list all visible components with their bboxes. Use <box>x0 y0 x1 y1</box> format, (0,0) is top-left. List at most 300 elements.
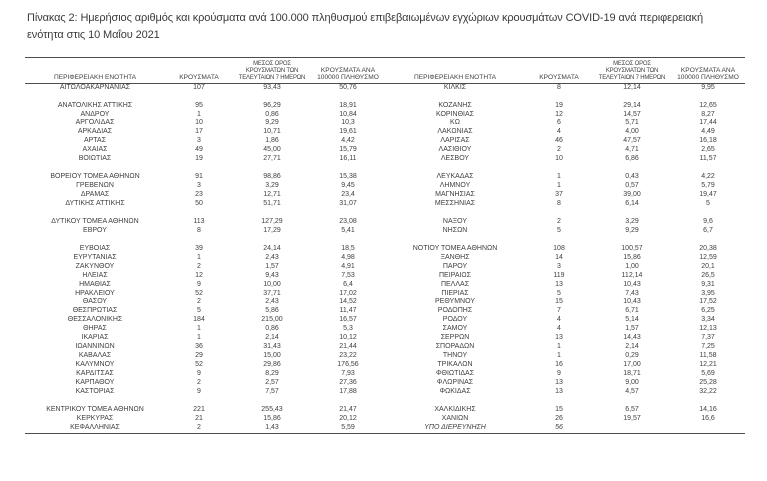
cases-value: 91 <box>195 173 203 181</box>
cases-value: 2 <box>197 298 201 306</box>
avg-7day-value: 0,86 <box>265 110 279 118</box>
region-name: ΡΟΔΟΠΗΣ <box>437 307 473 315</box>
avg-7day-value: 18,71 <box>623 370 641 378</box>
per-100k-value: 14,16 <box>699 405 717 413</box>
per-100k-value: 15,79 <box>339 146 357 154</box>
spacer-row <box>25 236 745 245</box>
per-100k-value: 4,91 <box>341 262 355 270</box>
table-row <box>25 388 745 397</box>
avg-7day-value: 4,00 <box>625 128 639 136</box>
header-avg7day-left: ΜΕΣΟΣ ΟΡΟΣ ΚΡΟΥΣΜΑΤΩΝ ΤΩΝ ΤΕΛΕΥΤΑΙΩΝ 7 ΗΜΕΡΩΝ <box>238 61 306 81</box>
region-name: ΚΟΡΙΝΘΙΑΣ <box>436 110 474 118</box>
per-100k-value <box>311 93 385 102</box>
region-name: ΝΑΞΟΥ <box>442 217 468 225</box>
header-region-right: ΠΕΡΙΦΕΡΕΙΑΚΗ ΕΝΟΤΗΤΑ <box>413 74 497 82</box>
avg-7day-value: 1,00 <box>625 262 639 270</box>
avg-7day-value <box>593 209 671 218</box>
table-row <box>25 191 745 200</box>
avg-7day-value: 9,29 <box>625 226 639 234</box>
region-name: ΞΑΝΘΗΣ <box>440 253 470 261</box>
avg-7day-value: 10,71 <box>263 128 281 136</box>
cases-value: 4 <box>557 316 561 324</box>
cases-value: 8 <box>197 226 201 234</box>
per-100k-value: 9,45 <box>341 182 355 190</box>
avg-7day-value: 1,43 <box>265 423 279 431</box>
per-100k-value: 23,22 <box>339 352 357 360</box>
table-row <box>25 343 745 352</box>
cases-value: 3 <box>197 137 201 145</box>
avg-7day-value: 15,00 <box>263 352 281 360</box>
per-100k-value: 6,4 <box>343 280 353 288</box>
region-name: ΚΑΡΔΙΤΣΑΣ <box>76 370 114 378</box>
avg-7day-value: 19,57 <box>623 414 641 422</box>
table-row <box>25 281 745 290</box>
avg-7day-value: 255,43 <box>261 405 283 413</box>
cases-value: 2 <box>197 379 201 387</box>
table-row <box>25 245 745 254</box>
avg-7day-value: 96,29 <box>263 101 281 109</box>
per-100k-value: 16,57 <box>339 316 357 324</box>
avg-7day-value: 29,14 <box>623 101 641 109</box>
avg-7day-value: 7,43 <box>625 289 639 297</box>
table-header-row <box>25 58 745 84</box>
per-100k-value: 20,38 <box>699 244 717 252</box>
per-100k-value: 23,08 <box>339 217 357 225</box>
avg-7day-value <box>233 93 311 102</box>
cases-value: 52 <box>195 289 203 297</box>
per-100k-value: 10,84 <box>339 110 357 118</box>
region-name: ΝΗΣΩΝ <box>442 226 468 234</box>
table-caption <box>27 10 751 44</box>
avg-7day-value: 6,14 <box>625 200 639 208</box>
table-row <box>25 111 745 120</box>
region-name: ΤΗΝΟΥ <box>442 352 468 360</box>
per-100k-value: 9,95 <box>701 83 715 91</box>
region-name: ΧΑΝΙΩΝ <box>441 414 469 422</box>
region-name: ΧΑΛΚΙΔΙΚΗΣ <box>434 405 476 413</box>
per-100k-value: 7,25 <box>701 343 715 351</box>
avg-7day-value <box>593 397 671 406</box>
region-name: ΠΕΙΡΑΙΩΣ <box>439 271 471 279</box>
table-row <box>25 406 745 415</box>
region-name: ΗΛΕΙΑΣ <box>82 271 108 279</box>
table-caption-line-2: ενότητα στις 10 Μαΐου 2021 <box>27 29 160 41</box>
per-100k-value <box>671 164 745 173</box>
avg-7day-value <box>233 397 311 406</box>
per-100k-value: 11,58 <box>699 352 717 360</box>
region-name: ΡΕΘΥΜΝΟΥ <box>434 298 475 306</box>
avg-7day-value: 1,86 <box>265 137 279 145</box>
per-100k-value: 21,47 <box>339 405 357 413</box>
per-100k-value: 2,65 <box>701 146 715 154</box>
region-name: ΖΑΚΥΝΘΟΥ <box>75 262 115 270</box>
region-name: ΝΟΤΙΟΥ ΤΟΜΕΑ ΑΘΗΝΩΝ <box>412 244 498 252</box>
region-name: ΗΜΑΘΙΑΣ <box>79 280 111 288</box>
avg-7day-value <box>593 424 671 433</box>
per-100k-value: 17,02 <box>339 289 357 297</box>
spacer-row <box>25 397 745 406</box>
region-name <box>25 209 165 218</box>
cases-value <box>165 164 233 173</box>
per-100k-value: 7,37 <box>701 334 715 342</box>
header-avg7day-right: ΜΕΣΟΣ ΟΡΟΣ ΚΡΟΥΣΜΑΤΩΝ ΤΩΝ ΤΕΛΕΥΤΑΙΩΝ 7 ΗΜΕΡΩΝ <box>598 61 666 81</box>
region-name: ΠΙΕΡΙΑΣ <box>441 289 469 297</box>
table-row <box>25 227 745 236</box>
avg-7day-value: 27,71 <box>263 155 281 163</box>
region-name <box>385 236 525 245</box>
per-100k-value: 10,3 <box>341 119 355 127</box>
table-header <box>25 58 745 84</box>
table-row <box>25 424 745 433</box>
region-name: ΙΚΑΡΙΑΣ <box>81 334 109 342</box>
region-name: ΣΕΡΡΩΝ <box>440 334 470 342</box>
region-name: ΕΒΡΟΥ <box>83 226 107 234</box>
avg-7day-value: 24,14 <box>263 244 281 252</box>
region-name: ΑΧΑΪΑΣ <box>82 146 108 154</box>
avg-7day-value: 10,43 <box>623 280 641 288</box>
avg-7day-value: 5,86 <box>265 307 279 315</box>
cases-value: 221 <box>193 405 205 413</box>
header-cases-right: ΚΡΟΥΣΜΑΤΑ <box>539 74 579 82</box>
cases-value: 184 <box>193 316 205 324</box>
region-name: ΛΑΡΙΣΑΣ <box>440 137 470 145</box>
per-100k-value: 5,59 <box>341 423 355 431</box>
cases-value: 52 <box>195 361 203 369</box>
per-100k-value <box>671 397 745 406</box>
per-100k-value: 6,25 <box>701 307 715 315</box>
region-name <box>385 164 525 173</box>
avg-7day-value: 6,86 <box>625 155 639 163</box>
per-100k-value: 5,69 <box>701 370 715 378</box>
region-name: ΜΕΣΣΗΝΙΑΣ <box>434 200 476 208</box>
region-name: ΔΥΤΙΚΟΥ ΤΟΜΕΑ ΑΘΗΝΩΝ <box>51 217 139 225</box>
table-row <box>25 334 745 343</box>
cases-value: 9 <box>557 370 561 378</box>
cases-value: 6 <box>557 119 561 127</box>
per-100k-value: 4,49 <box>701 128 715 136</box>
cases-value: 9 <box>197 388 201 396</box>
per-100k-value: 3,95 <box>701 289 715 297</box>
region-name: ΔΡΑΜΑΣ <box>80 191 110 199</box>
per-100k-value: 12,59 <box>699 253 717 261</box>
region-name <box>25 93 165 102</box>
cases-value: 3 <box>197 182 201 190</box>
region-name: ΗΡΑΚΛΕΙΟΥ <box>75 289 115 297</box>
region-name: ΡΟΔΟΥ <box>442 316 468 324</box>
region-name: ΔΥΤΙΚΗΣ ΑΤΤΙΚΗΣ <box>65 200 125 208</box>
region-name <box>385 397 525 406</box>
per-100k-value: 16,11 <box>339 155 357 163</box>
avg-7day-value: 12,14 <box>623 83 641 91</box>
per-100k-value <box>311 236 385 245</box>
cases-value: 16 <box>555 361 563 369</box>
per-100k-value: 5 <box>706 200 710 208</box>
avg-7day-value: 2,57 <box>265 379 279 387</box>
cases-value <box>165 93 233 102</box>
per-100k-value: 25,28 <box>699 379 717 387</box>
avg-7day-value: 2,43 <box>265 253 279 261</box>
cases-value <box>165 397 233 406</box>
per-100k-value: 12,13 <box>699 325 717 333</box>
region-name: ΛΗΜΝΟΥ <box>439 182 471 190</box>
header-per100k-left: ΚΡΟΥΣΜΑΤΑ ΑΝΑ 100000 ΠΛΗΘΥΣΜΟ <box>317 66 379 82</box>
cases-value: 113 <box>193 217 205 225</box>
avg-7day-value: 51,71 <box>263 200 281 208</box>
avg-7day-value: 10,00 <box>263 280 281 288</box>
region-name: ΘΕΣΣΑΛΟΝΙΚΗΣ <box>67 316 123 324</box>
per-100k-value: 6,7 <box>703 226 713 234</box>
cases-value: 107 <box>193 83 205 91</box>
region-name <box>385 209 525 218</box>
avg-7day-value: 0,43 <box>625 173 639 181</box>
table-row <box>25 254 745 263</box>
avg-7day-value: 3,29 <box>625 217 639 225</box>
cases-value <box>525 93 593 102</box>
table-row <box>25 218 745 227</box>
region-name <box>25 236 165 245</box>
per-100k-value: 176,56 <box>337 361 359 369</box>
region-name: ΠΕΛΛΑΣ <box>440 280 470 288</box>
avg-7day-value: 98,86 <box>263 173 281 181</box>
avg-7day-value: 6,71 <box>625 307 639 315</box>
cases-value: 1 <box>557 352 561 360</box>
region-name: ΣΠΟΡΑΔΩΝ <box>435 343 475 351</box>
per-100k-value: 16,6 <box>701 414 715 422</box>
table-row <box>25 352 745 361</box>
per-100k-value: 4,22 <box>701 173 715 181</box>
avg-7day-value: 45,00 <box>263 146 281 154</box>
covid-regional-table <box>25 57 745 434</box>
cases-value: 5 <box>197 307 201 315</box>
per-100k-value <box>671 424 745 433</box>
avg-7day-value: 100,57 <box>621 244 643 252</box>
table-row <box>25 361 745 370</box>
region-name: ΚΙΛΚΙΣ <box>443 83 467 91</box>
avg-7day-value: 0,57 <box>625 182 639 190</box>
avg-7day-value: 17,00 <box>623 361 641 369</box>
region-name: ΣΑΜΟΥ <box>442 325 468 333</box>
per-100k-value: 5,41 <box>341 226 355 234</box>
avg-7day-value <box>593 164 671 173</box>
avg-7day-value: 37,71 <box>263 289 281 297</box>
avg-7day-value: 4,71 <box>625 146 639 154</box>
cases-value: 12 <box>195 271 203 279</box>
cases-value: 37 <box>555 191 563 199</box>
avg-7day-value: 39,00 <box>623 191 641 199</box>
per-100k-value: 27,36 <box>339 379 357 387</box>
per-100k-value: 9,31 <box>701 280 715 288</box>
region-name: ΤΡΙΚΑΛΩΝ <box>437 361 473 369</box>
avg-7day-value: 9,43 <box>265 271 279 279</box>
region-name: ΕΥΒΟΙΑΣ <box>79 244 111 252</box>
region-name: ΦΩΚΙΔΑΣ <box>439 388 471 396</box>
header-region-left: ΠΕΡΙΦΕΡΕΙΑΚΗ ΕΝΟΤΗΤΑ <box>53 74 137 82</box>
table-caption-line-1: Πίνακας 2: Ημερήσιος αριθμός και κρούσματα ανά 100.000 πληθυσμού επιβεβαιωμένων εγχώριων κρουσμάτων COVID-19 ανά περιφερειακή <box>27 12 703 24</box>
cases-value: 1 <box>557 182 561 190</box>
cases-value: 12 <box>555 110 563 118</box>
cases-value: 13 <box>555 280 563 288</box>
cases-value: 19 <box>195 155 203 163</box>
avg-7day-value: 215,00 <box>261 316 283 324</box>
region-name: ΦΛΩΡΙΝΑΣ <box>436 379 474 387</box>
table-body <box>25 83 745 433</box>
per-100k-value: 15,38 <box>339 173 357 181</box>
per-100k-value <box>671 209 745 218</box>
per-100k-value <box>311 164 385 173</box>
cases-value: 4 <box>557 325 561 333</box>
avg-7day-value: 0,29 <box>625 352 639 360</box>
avg-7day-value: 93,43 <box>263 83 281 91</box>
table-row <box>25 290 745 299</box>
per-100k-value: 10,12 <box>339 334 357 342</box>
region-name: ΦΘΙΩΤΙΔΑΣ <box>435 370 475 378</box>
cases-value: 95 <box>195 101 203 109</box>
region-name: ΙΩΑΝΝΙΝΩΝ <box>75 343 115 351</box>
cases-value: 49 <box>195 146 203 154</box>
cases-value: 5 <box>557 226 561 234</box>
table-row <box>25 119 745 128</box>
avg-7day-value: 15,86 <box>623 253 641 261</box>
avg-7day-value: 9,29 <box>265 119 279 127</box>
avg-7day-value: 1,57 <box>265 262 279 270</box>
table-row <box>25 307 745 316</box>
per-100k-value: 21,44 <box>339 343 357 351</box>
table-row <box>25 316 745 325</box>
header-cases-left: ΚΡΟΥΣΜΑΤΑ <box>179 74 219 82</box>
region-name: ΚΩ <box>450 119 460 127</box>
per-100k-value: 18,5 <box>341 244 355 252</box>
region-name: ΠΑΡΟΥ <box>442 262 468 270</box>
avg-7day-value: 7,57 <box>265 388 279 396</box>
avg-7day-value: 2,14 <box>625 343 639 351</box>
per-100k-value: 5,79 <box>701 182 715 190</box>
table-row <box>25 128 745 137</box>
region-name: ΚΟΖΑΝΗΣ <box>438 101 472 109</box>
region-name: ΜΑΓΝΗΣΙΑΣ <box>435 191 475 199</box>
cases-value: 19 <box>555 101 563 109</box>
per-100k-value: 20,1 <box>701 262 715 270</box>
region-name: ΛΕΣΒΟΥ <box>440 155 470 163</box>
cases-value: 5 <box>557 289 561 297</box>
cases-value: 1 <box>557 343 561 351</box>
table-row <box>25 325 745 334</box>
per-100k-value: 12,21 <box>699 361 717 369</box>
avg-7day-value: 9,00 <box>625 379 639 387</box>
avg-7day-value <box>593 236 671 245</box>
cases-value: 46 <box>555 137 563 145</box>
region-name: ΚΑΣΤΟΡΙΑΣ <box>75 388 115 396</box>
cases-value: 3 <box>557 262 561 270</box>
per-100k-value: 5,3 <box>343 325 353 333</box>
cases-value: 14 <box>555 253 563 261</box>
table-row <box>25 182 745 191</box>
table-row <box>25 173 745 182</box>
cases-value: 29 <box>195 352 203 360</box>
per-100k-value: 17,44 <box>699 119 717 127</box>
avg-7day-value: 12,71 <box>263 191 281 199</box>
region-name: ΚΕΡΚΥΡΑΣ <box>76 414 114 422</box>
avg-7day-value: 2,43 <box>265 298 279 306</box>
avg-7day-value: 3,29 <box>265 182 279 190</box>
avg-7day-value: 1,57 <box>625 325 639 333</box>
per-100k-value: 7,53 <box>341 271 355 279</box>
table-row <box>25 83 745 92</box>
table-row <box>25 146 745 155</box>
avg-7day-value <box>233 209 311 218</box>
region-name: ΥΠΟ ΔΙΕΡΕΥΝΗΣΗ <box>424 423 486 431</box>
per-100k-value: 11,57 <box>699 155 717 163</box>
cases-value <box>525 236 593 245</box>
region-name: ΘΗΡΑΣ <box>83 325 107 333</box>
region-name <box>25 164 165 173</box>
cases-value: 13 <box>555 334 563 342</box>
per-100k-value: 18,91 <box>339 101 357 109</box>
cases-value: 2 <box>197 262 201 270</box>
per-100k-value: 8,27 <box>701 110 715 118</box>
per-100k-value: 19,61 <box>339 128 357 136</box>
cases-value <box>165 236 233 245</box>
avg-7day-value: 31,43 <box>263 343 281 351</box>
cases-value: 2 <box>557 217 561 225</box>
cases-value <box>165 209 233 218</box>
avg-7day-value: 47,57 <box>623 137 641 145</box>
region-name: ΚΑΛΥΜΝΟΥ <box>75 361 115 369</box>
region-name: ΑΝΔΡΟΥ <box>80 110 110 118</box>
per-100k-value: 19,47 <box>699 191 717 199</box>
avg-7day-value: 8,29 <box>265 370 279 378</box>
cases-value: 2 <box>197 423 201 431</box>
region-name: ΚΑΒΑΛΑΣ <box>78 352 112 360</box>
table-row <box>25 200 745 209</box>
table-row <box>25 415 745 424</box>
avg-7day-value: 10,43 <box>623 298 641 306</box>
per-100k-value: 9,6 <box>703 217 713 225</box>
spacer-row <box>25 164 745 173</box>
region-name: ΑΡΤΑΣ <box>83 137 107 145</box>
cases-value: 119 <box>553 271 565 279</box>
region-name: ΛΑΚΩΝΙΑΣ <box>437 128 473 136</box>
per-100k-value: 14,52 <box>339 298 357 306</box>
cases-value: 9 <box>197 370 201 378</box>
per-100k-value: 50,76 <box>339 83 357 91</box>
avg-7day-value: 14,43 <box>623 334 641 342</box>
cases-value: 13 <box>555 379 563 387</box>
per-100k-value: 17,52 <box>699 298 717 306</box>
region-name: ΑΝΑΤΟΛΙΚΗΣ ΑΤΤΙΚΗΣ <box>57 101 133 109</box>
table-row <box>25 379 745 388</box>
table-row <box>25 263 745 272</box>
cases-value: 56 <box>555 423 563 431</box>
avg-7day-value <box>593 93 671 102</box>
region-name: ΓΡΕΒΕΝΩΝ <box>76 182 114 190</box>
table-row <box>25 137 745 146</box>
region-name: ΑΙΤΩΛΟΑΚΑΡΝΑΝΙΑΣ <box>59 83 131 91</box>
header-per100k-right: ΚΡΟΥΣΜΑΤΑ ΑΝΑ 100000 ΠΛΗΘΥΣΜΟ <box>677 66 739 82</box>
cases-value: 23 <box>195 191 203 199</box>
per-100k-value: 16,18 <box>699 137 717 145</box>
cases-value: 8 <box>557 83 561 91</box>
per-100k-value: 31,07 <box>339 200 357 208</box>
region-name: ΒΟΡΕΙΟΥ ΤΟΜΕΑ ΑΘΗΝΩΝ <box>50 173 140 181</box>
per-100k-value <box>671 236 745 245</box>
per-100k-value: 4,98 <box>341 253 355 261</box>
table-row <box>25 272 745 281</box>
region-name: ΚΕΝΤΡΙΚΟΥ ΤΟΜΕΑ ΑΘΗΝΩΝ <box>46 405 144 413</box>
region-name: ΚΕΦΑΛΛΗΝΙΑΣ <box>70 423 120 431</box>
cases-value: 36 <box>195 343 203 351</box>
cases-value: 8 <box>557 200 561 208</box>
cases-value: 17 <box>195 128 203 136</box>
